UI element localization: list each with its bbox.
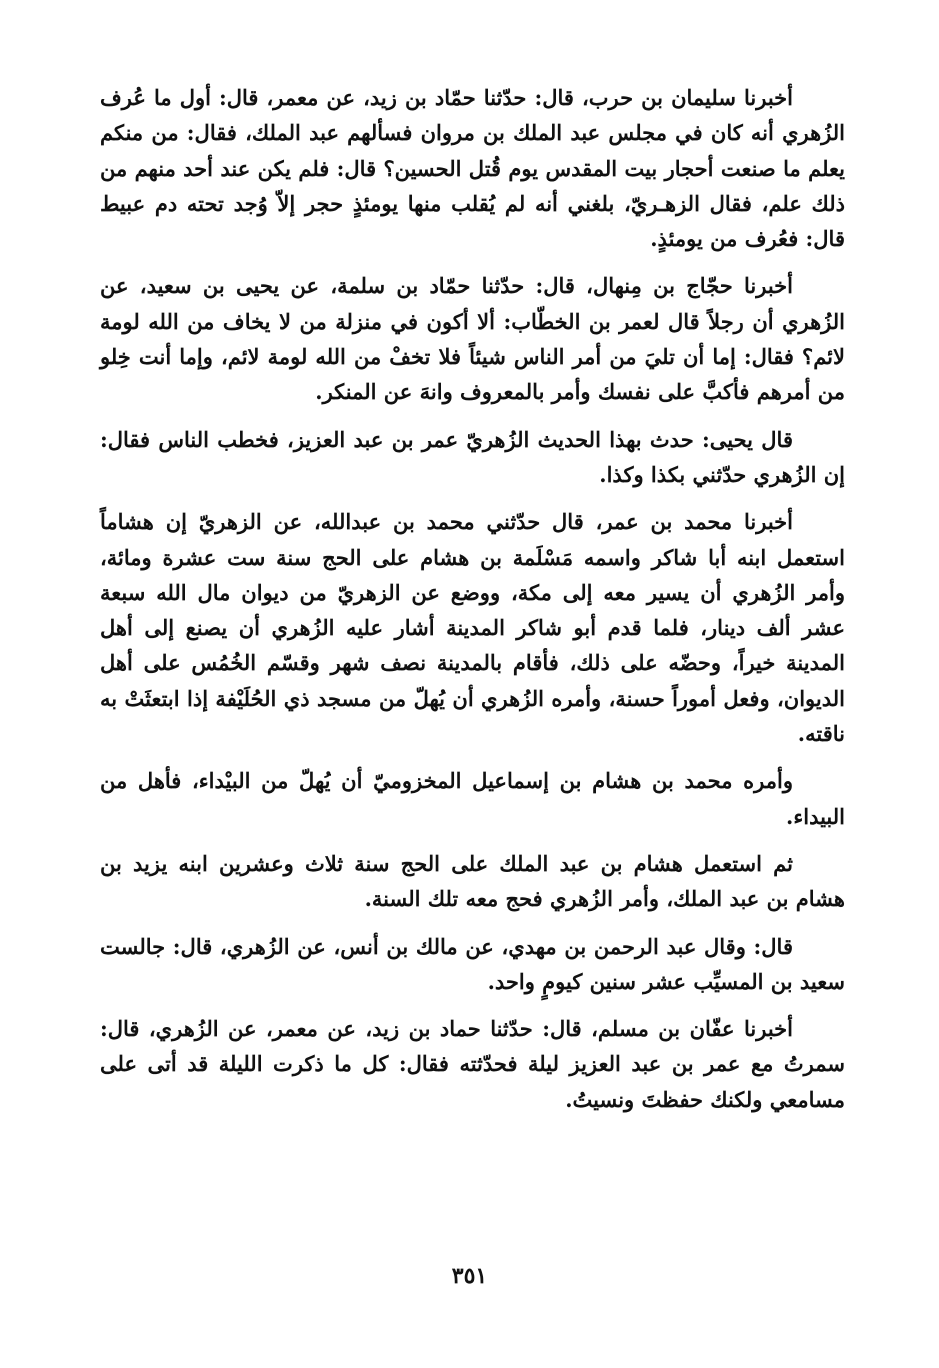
paragraph-2: أخبرنا حجّاج بن مِنهال، قال: حدّثنا حمّاد بن سلمة، عن يحيى بن سعيد، عن الزُهري أن رجلاً قال لعمر بن الخطّاب: ألا أكون في منزلة من لا يخاف من الله لومة لائم؟ فقال: إما أن تليَ من أمر الناس شيئاً فلا تخفْ من الله لومة لائم، وإما أنت خِلو من أمرهم فأكبَّ على نفسك وأمر بالمعروف وانهَ عن المنكر. xyxy=(100,273,845,405)
paragraph-5: وأمره محمد بن هشام بن إسماعيل المخزوميّ أن يُهلّ من البيْداء، فأهل من البيداء. xyxy=(100,768,845,829)
paragraph-6: ثم استعمل هشام بن عبد الملك على الحج سنة ثلاث وعشرين ابنه يزيد بن هشام بن عبد الملك، وأمر الزُهري فحج معه تلك السنة. xyxy=(100,850,845,912)
paragraph-8: أخبرنا عفّان بن مسلم، قال: حدّثنا حماد بن زيد، عن معمر، عن الزُهري، قال: سمرتُ مع عمر بن عبد العزيز ليلة فحدّثته فقال: كل ما ذكرت الليلة قد أتى على مسامعي ولكنك حفظتَ ونسيتُ. xyxy=(100,1016,845,1112)
paragraph-4: أخبرنا محمد بن عمر، قال حدّثني محمد بن عبدالله، عن الزهريّ إن هشاماً استعمل ابنه أبا شاكر واسمه مَسْلَمة بن هشام على الحج سنة ست عشرة ومائة، وأمر الزُهري أن يسير معه إلى مكة، ووضع عن الزهريّ من ديوان مال الله سبعة عشر ألف دينار، فلما قدم أبو شاكر المدينة أشار عليه الزُهري أن يصنع إلى أهل المدينة خيراً، وحضّه على ذلك، فأقام بالمدينة نصف شهر وقسّم الخُمُس على أهل الديوان، وفعل أموراً حسنة، وأمره الزُهري أن يُهلّ من مسجد ذي الحُلَيْفة إذا ابتعثَتْ به ناقته. xyxy=(100,509,845,747)
body-text xyxy=(100,80,845,1129)
paragraph-7: قال: وقال عبد الرحمن بن مهدي، عن مالك بن أنس، عن الزُهري، قال: جالست سعيد بن المسيِّب عشر سنين كيومٍ واحد. xyxy=(100,933,845,994)
paragraph-3: قال يحيى: حدث بهذا الحديث الزُهريّ عمر بن عبد العزيز، فخطب الناس فقال: إن الزُهري حدّثني بكذا وكذا. xyxy=(100,426,845,487)
page-number: ٣٥١ xyxy=(451,1263,488,1289)
paragraph-1: أخبرنا سليمان بن حرب، قال: حدّثنا حمّاد بن زيد، عن معمر، قال: أول ما عُرف الزُهري أنه كان في مجلس عبد الملك بن مروان فسألهم عبد الملك، فقال: من منكم يعلم ما صنعت أحجار بيت المقدس يوم قُتل الحسين؟ قال: فلم يكن عند أحد منهم من ذلك علم، فقال الزهـريّ، بلغني أنه لم يُقلب منها يومئذٍ حجر إلاّ وُجد تحته دم عبيط قال: فعُرف من يومئذٍ. xyxy=(100,85,845,252)
